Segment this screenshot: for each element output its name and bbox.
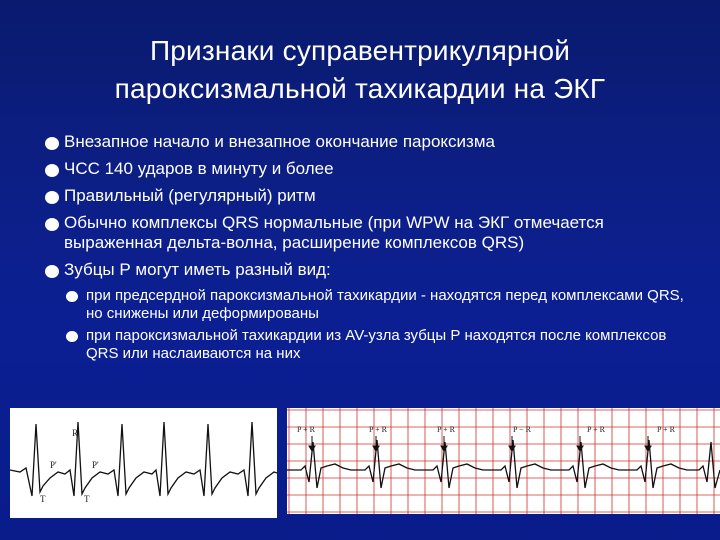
ecg-label-t: T	[84, 494, 90, 504]
sub-bullet-item	[44, 327, 684, 363]
bullet-item	[44, 213, 684, 253]
ecg-label-p: P'	[92, 460, 99, 470]
title-line-1: Признаки суправентрикулярной	[149, 35, 571, 66]
title-line-2: пароксизмальной тахикардии на ЭКГ	[114, 73, 606, 104]
ecg-strip-plain	[10, 408, 277, 518]
bullet-text: Внезапное начало и внезапное окончание пароксизма	[64, 132, 495, 151]
bullet-dot-icon	[45, 137, 59, 150]
bullet-dot-icon	[45, 265, 59, 278]
bullet-text: ЧСС 140 ударов в минуту и более	[64, 159, 334, 178]
ecg-plain-trace	[10, 422, 277, 496]
ecg-grid-label: P + R	[297, 425, 315, 434]
sub-bullet-item	[44, 287, 684, 323]
ecg-grid-trace	[287, 440, 720, 488]
slide-title	[0, 32, 720, 108]
bullet-dot-icon	[45, 191, 59, 204]
ecg-grid-label: P + R	[587, 425, 605, 434]
bullet-list	[44, 132, 684, 367]
bullet-item	[44, 260, 684, 280]
ecg-grid-label: P − R	[513, 425, 531, 434]
ecg-grid-label: P + R	[369, 425, 387, 434]
bullet-text: Правильный (регулярный) ритм	[64, 186, 316, 205]
bullet-item	[44, 132, 684, 152]
ecg-arrow-icons	[309, 436, 651, 451]
ecg-strip-grid	[287, 408, 720, 514]
sub-bullet-dot-icon	[66, 331, 78, 342]
ecg-label-p: P'	[50, 460, 57, 470]
ecg-grid-label: P + R	[437, 425, 455, 434]
sub-bullet-text: при пароксизмальной тахикардии из AV-узла зубцы Р находятся после комплексов QRS или наслаиваются на них	[86, 327, 667, 362]
bullet-dot-icon	[45, 218, 59, 231]
ecg-grid-label: P + R	[657, 425, 675, 434]
sub-bullet-text: при предсердной пароксизмальной тахикардии - находятся перед комплексами QRS, но снижены или деформированы	[86, 287, 684, 322]
ecg-label-r: R	[72, 428, 79, 438]
ecg-grid	[287, 408, 720, 514]
ecg-grid-image	[287, 408, 720, 514]
bullet-item	[44, 186, 684, 206]
bullet-item	[44, 159, 684, 179]
bullet-text: Обычно комплексы QRS нормальные (при WPW на ЭКГ отмечается выраженная дельта-волна, расширение комплексов QRS)	[64, 213, 604, 252]
ecg-label-t: T	[40, 494, 46, 504]
ecg-plain-image	[10, 408, 277, 518]
bullet-dot-icon	[45, 164, 59, 177]
bullet-text: Зубцы Р могут иметь разный вид:	[64, 260, 331, 279]
sub-bullet-dot-icon	[66, 291, 78, 302]
